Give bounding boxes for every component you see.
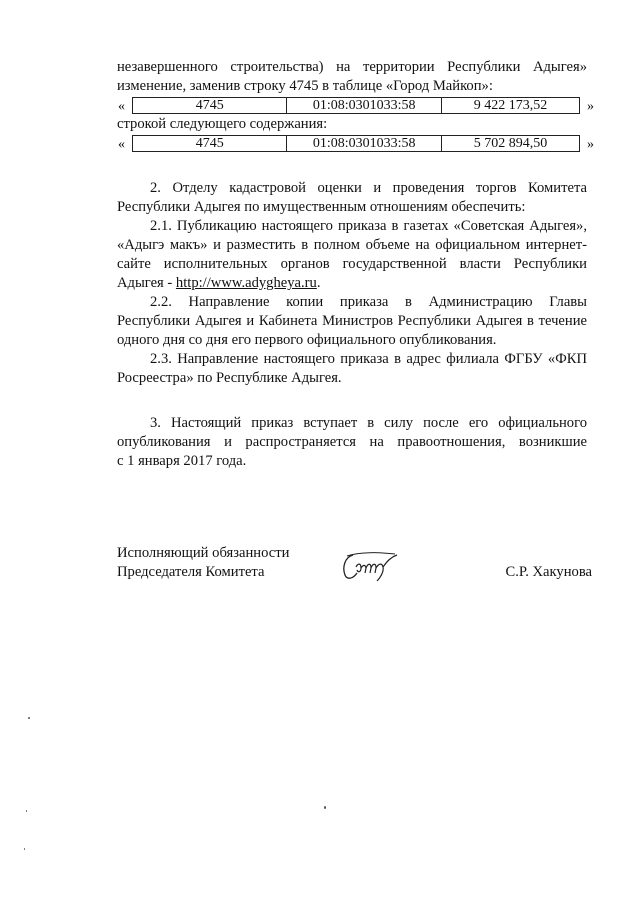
open-quote: « [118, 99, 125, 114]
signatory-title-line-2: Председателя Комитета [117, 564, 265, 580]
scan-speck [28, 717, 30, 719]
cell-value: 9 422 173,52 [441, 98, 579, 114]
table-row [133, 98, 580, 114]
cadastral-table-old [132, 97, 580, 114]
signatory-title [117, 544, 289, 582]
table-row [133, 136, 580, 152]
cell-cadastral-number: 01:08:0301033:58 [287, 136, 441, 152]
signatory-title-line-1: Исполняющий обязанности [117, 545, 290, 561]
paragraph-item-2-1 [117, 217, 587, 293]
cell-number: 4745 [133, 136, 287, 152]
item2-2-line-3: одного дня со дня его первого официального опубликования. [117, 332, 497, 348]
item2-line-2: Республики Адыгея по имущественным отношениям обеспечить: [117, 199, 526, 215]
item2-1-line-3: сайте исполнительных органов государственной власти Республики [117, 256, 587, 272]
replace-text: строкой следующего содержания: [117, 116, 328, 132]
adygheya-website-link[interactable]: http://www.adygheya.ru [175, 275, 317, 291]
handwritten-signature [339, 549, 399, 583]
close-quote: » [587, 137, 594, 152]
close-quote: » [587, 99, 594, 114]
paragraph-item-2-3 [117, 350, 587, 388]
signature-block [117, 544, 592, 584]
item2-1-line-1: 2.1. Публикацию настоящего приказа в газетах «Советская Адыгея», [150, 218, 587, 234]
cell-value: 5 702 894,50 [441, 136, 579, 152]
table-row-old [117, 96, 594, 115]
signatory-name: С.Р. Хакунова [505, 564, 592, 580]
item2-2-line-2: Республики Адыгея и Кабинета Министров Республики Адыгея в течение [117, 313, 587, 329]
scan-speck [324, 806, 326, 809]
item3-line-3: с 1 января 2017 года. [117, 453, 247, 469]
cadastral-table-new [132, 135, 580, 152]
item2-1-prefix: Адыгея - [117, 275, 176, 291]
item3-line-2: опубликования и распространяется на правоотношения, возникшие [117, 434, 587, 450]
item2-1-line-2: «Адыгэ макъ» и разместить в полном объеме на официальном интернет- [117, 237, 587, 253]
table-row-new [117, 134, 594, 153]
open-quote: « [118, 137, 125, 152]
intro-line-2: изменение, заменив строку 4745 в таблице «Город Майкоп»: [117, 78, 493, 94]
paragraph-item-3 [117, 414, 587, 471]
scan-speck [24, 848, 25, 850]
paragraph-item-2 [117, 179, 587, 217]
item2-3-line-1: 2.3. Направление настоящего приказа в адрес филиала ФГБУ «ФКП [150, 351, 587, 367]
cell-cadastral-number: 01:08:0301033:58 [287, 98, 441, 114]
item3-line-1: 3. Настоящий приказ вступает в силу после его официального [150, 415, 587, 431]
intro-line-1: незавершенного строительства) на территории Республики Адыгея» [117, 59, 587, 75]
item2-line-1: 2. Отделу кадастровой оценки и проведения торгов Комитета [150, 180, 587, 196]
cell-number: 4745 [133, 98, 287, 114]
paragraph-item-2-2 [117, 293, 587, 350]
item2-1-line-4 [117, 274, 587, 293]
item2-1-suffix: . [316, 275, 321, 291]
scan-speck [26, 810, 27, 812]
item2-2-line-1: 2.2. Направление копии приказа в Администрацию Главы [150, 294, 587, 310]
item2-3-line-2: Росреестра» по Республике Адыгея. [117, 370, 342, 386]
document-body [117, 58, 594, 471]
